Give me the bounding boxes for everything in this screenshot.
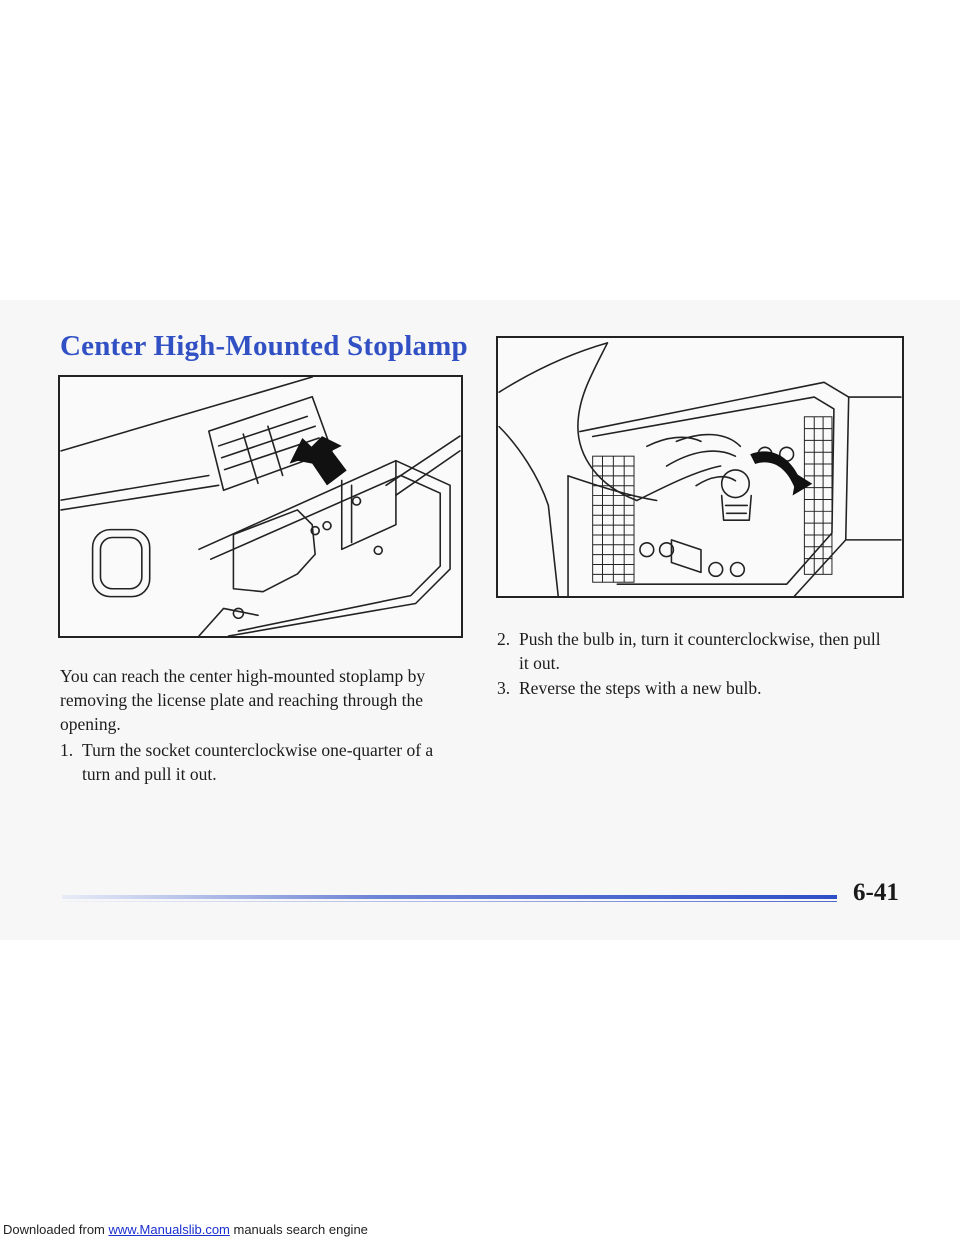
step-number: 3. — [497, 678, 511, 698]
step-text — [82, 738, 433, 786]
intro-paragraph: You can reach the center high-mounted stoplamp by removing the license plate and reaching through the opening. — [60, 666, 426, 734]
top-margin — [0, 0, 960, 300]
license-opening-illustration — [58, 375, 463, 638]
download-footer — [3, 1222, 368, 1237]
bulb-removal-illustration — [496, 336, 904, 598]
footer-rule-thin — [62, 901, 837, 902]
step-text — [519, 676, 762, 700]
manualslib-link[interactable]: www.Manualslib.com — [108, 1222, 230, 1237]
footer-rule — [62, 895, 837, 899]
step-line: it out. — [519, 653, 560, 673]
step-line: Turn the socket counterclockwise one-quarter of a — [82, 740, 434, 760]
step-line: turn and pull it out. — [82, 764, 217, 784]
step-line: Push the bulb in, turn it counterclockwise, then pull — [519, 629, 881, 649]
step-number: 2. — [497, 629, 511, 649]
footer-prefix: Downloaded from — [3, 1222, 109, 1237]
step-text — [519, 627, 881, 675]
section-title: Center High-Mounted Stoplamp — [60, 330, 468, 362]
step-line: Reverse the steps with a new bulb. — [519, 678, 762, 698]
footer-suffix: manuals search engine — [229, 1222, 368, 1237]
bottom-margin — [0, 940, 960, 1242]
step-number: 1. — [60, 740, 74, 760]
page-number: 6-41 — [853, 879, 899, 906]
